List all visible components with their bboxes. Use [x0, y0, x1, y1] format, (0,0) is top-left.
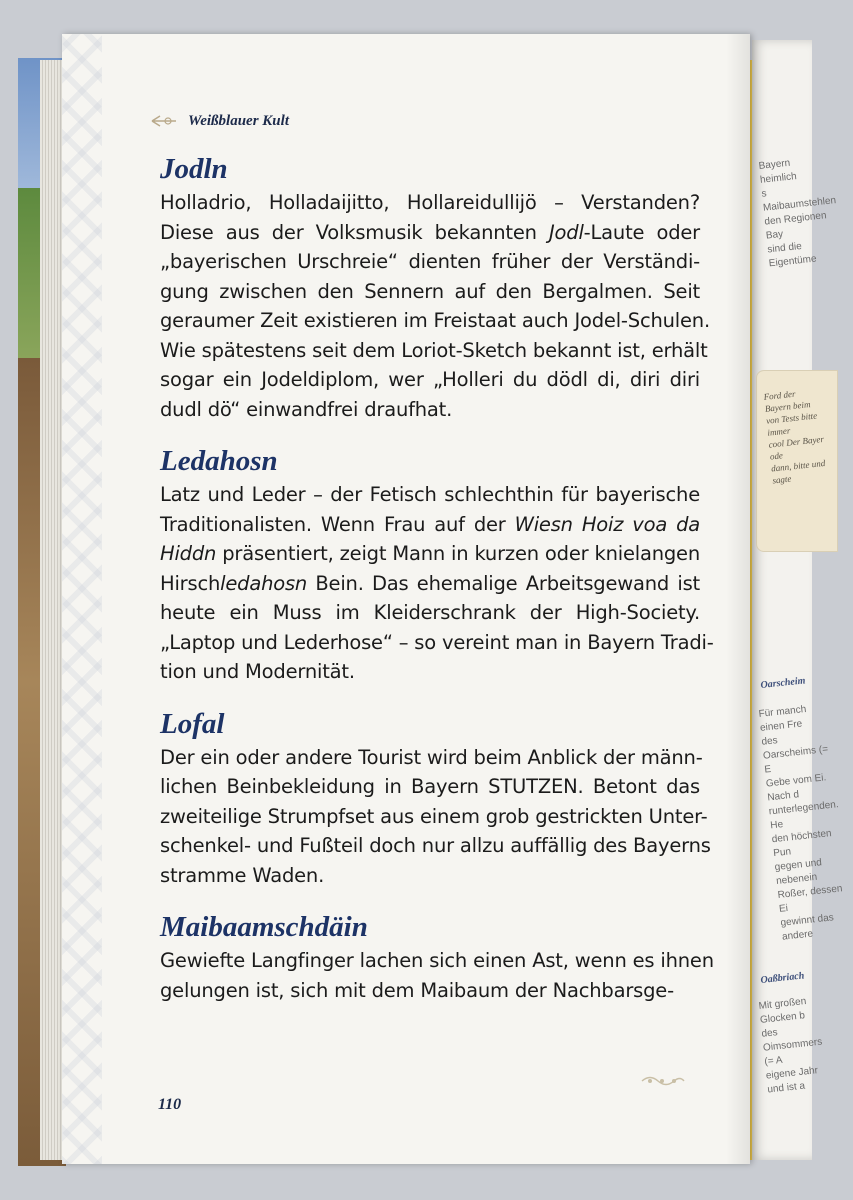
dictionary-entries	[160, 152, 714, 1025]
facing-page-line: den höchsten Pun	[771, 828, 833, 860]
facing-page-line: Gebe vom Ei. Nach d	[765, 772, 827, 804]
entry	[160, 152, 710, 424]
text-line: dudl dö“ einwandfrei draufhat.	[160, 397, 453, 421]
gutter-shadow	[726, 34, 750, 1164]
facing-page-bubble-text	[763, 385, 833, 487]
entry	[160, 910, 714, 1005]
entry-title: Ledahosn	[160, 445, 278, 477]
text-line: tion und Modernität.	[160, 660, 355, 683]
facing-page	[752, 40, 843, 1160]
entry-title: Jodln	[160, 153, 228, 185]
facing-page-line: des Oimsommers (= A	[761, 1027, 823, 1068]
facing-page-line: s Maibaumstehlen	[761, 188, 837, 214]
text-line: schenkel- und Fußteil doch nur allzu auffällig des Bayerns	[160, 834, 711, 857]
facing-page-line: gegen und nebenein	[774, 857, 823, 888]
facing-page-line: von Tests bitte immer	[765, 410, 818, 438]
facing-page-line: Bayern heimlich	[758, 157, 798, 186]
text-line: Wie spätestens seit dem Loriot-Sketch bekannt ist, erhält	[160, 338, 708, 362]
facing-page-heading-1: Oarscheim	[760, 675, 806, 691]
facing-page-line: den Regionen Bay	[763, 210, 828, 242]
text-line: gung zwischen den Sennern auf den Bergalmen. Seit	[160, 279, 700, 303]
facing-page-line: Für manch einen Fre	[758, 703, 807, 734]
text-line: Gewiefte Langfinger lachen sich einen Ast, wenn es ihnen	[160, 949, 714, 972]
footer-ornament-icon	[638, 1072, 686, 1090]
text-line: Hiddn präsentiert, zeigt Mann in kurzen oder knielangen	[160, 542, 700, 565]
facing-page-line: gewinnt das andere	[780, 912, 835, 943]
text-line: Latz und Leder – der Fetisch schlechthin für bayerische	[160, 483, 700, 506]
entry-body	[160, 188, 710, 424]
text-line: zweiteilige Strumpfset aus einem grob gestrickten Unter-	[160, 804, 708, 828]
text-line: lichen Beinbekleidung in Bayern STUTZEN. Betont das	[160, 775, 700, 798]
entry-body	[160, 480, 714, 687]
text-line: Holladrio, Holladaijitto, Hollareidullijö – Verstanden?	[160, 191, 700, 214]
facing-page-line: des Oarscheims (= E	[761, 735, 829, 776]
facing-page-line: cool Der Bayer ode	[768, 433, 825, 462]
facing-page-speech-bubble	[756, 370, 838, 552]
text-line: Traditionalisten. Wenn Frau auf der Wiesn Hoiz voa da	[160, 512, 701, 536]
text-line: stramme Waden.	[160, 863, 325, 887]
text-line: geraumer Zeit existieren im Freistaat auch Jodel-Schulen.	[160, 309, 710, 332]
facing-page-line: Ford der Bayern beim	[763, 388, 811, 414]
text-line: „Laptop und Lederhose“ – so vereint man in Bayern Tradi-	[160, 630, 714, 654]
running-head: Weißblauer Kult	[188, 112, 289, 129]
facing-page-line: dann, bitte und sagte	[770, 457, 826, 486]
text-line: sogar ein Jodeldiplom, wer „Holleri du dödl di, diri diri	[160, 368, 700, 391]
text-line: heute ein Muss im Kleiderschrank der High-Society.	[160, 601, 700, 624]
text-line: Hirschledahosn Bein. Das ehemalige Arbeitsgewand ist	[160, 571, 700, 595]
text-line: „bayerischen Urschreie“ dienten früher der Verständi-	[160, 250, 700, 273]
text-line: Der ein oder andere Tourist wird beim Anblick der männ-	[160, 745, 703, 769]
page-number: 110	[158, 1096, 182, 1113]
facing-page-line: runterlegenden. He	[768, 799, 840, 832]
facing-page-heading-2: Oaßbriach	[760, 970, 805, 986]
facing-page-line: Mit großen Glocken b	[758, 995, 807, 1026]
entry-body	[160, 946, 714, 1005]
text-line: Diese aus der Volksmusik bekannten Jodl-Laute oder	[160, 220, 700, 244]
page-border-pattern	[62, 34, 102, 1164]
entry	[160, 444, 714, 687]
entry-body	[160, 743, 711, 891]
facing-page-line: eigene Jahr und ist a	[765, 1065, 819, 1096]
entry	[160, 707, 711, 891]
entry-title: Lofal	[160, 707, 225, 740]
facing-page-line: sind die Eigentüme	[766, 240, 818, 270]
facing-page-line: Roßer, dessen Ei	[777, 883, 843, 915]
back-arrow-ornament-icon	[150, 114, 178, 128]
text-line: gelungen ist, sich mit dem Maibaum der Nachbarsge-	[160, 978, 674, 1002]
entry-title: Maibaamschdäin	[160, 911, 368, 943]
page-header	[150, 110, 289, 132]
